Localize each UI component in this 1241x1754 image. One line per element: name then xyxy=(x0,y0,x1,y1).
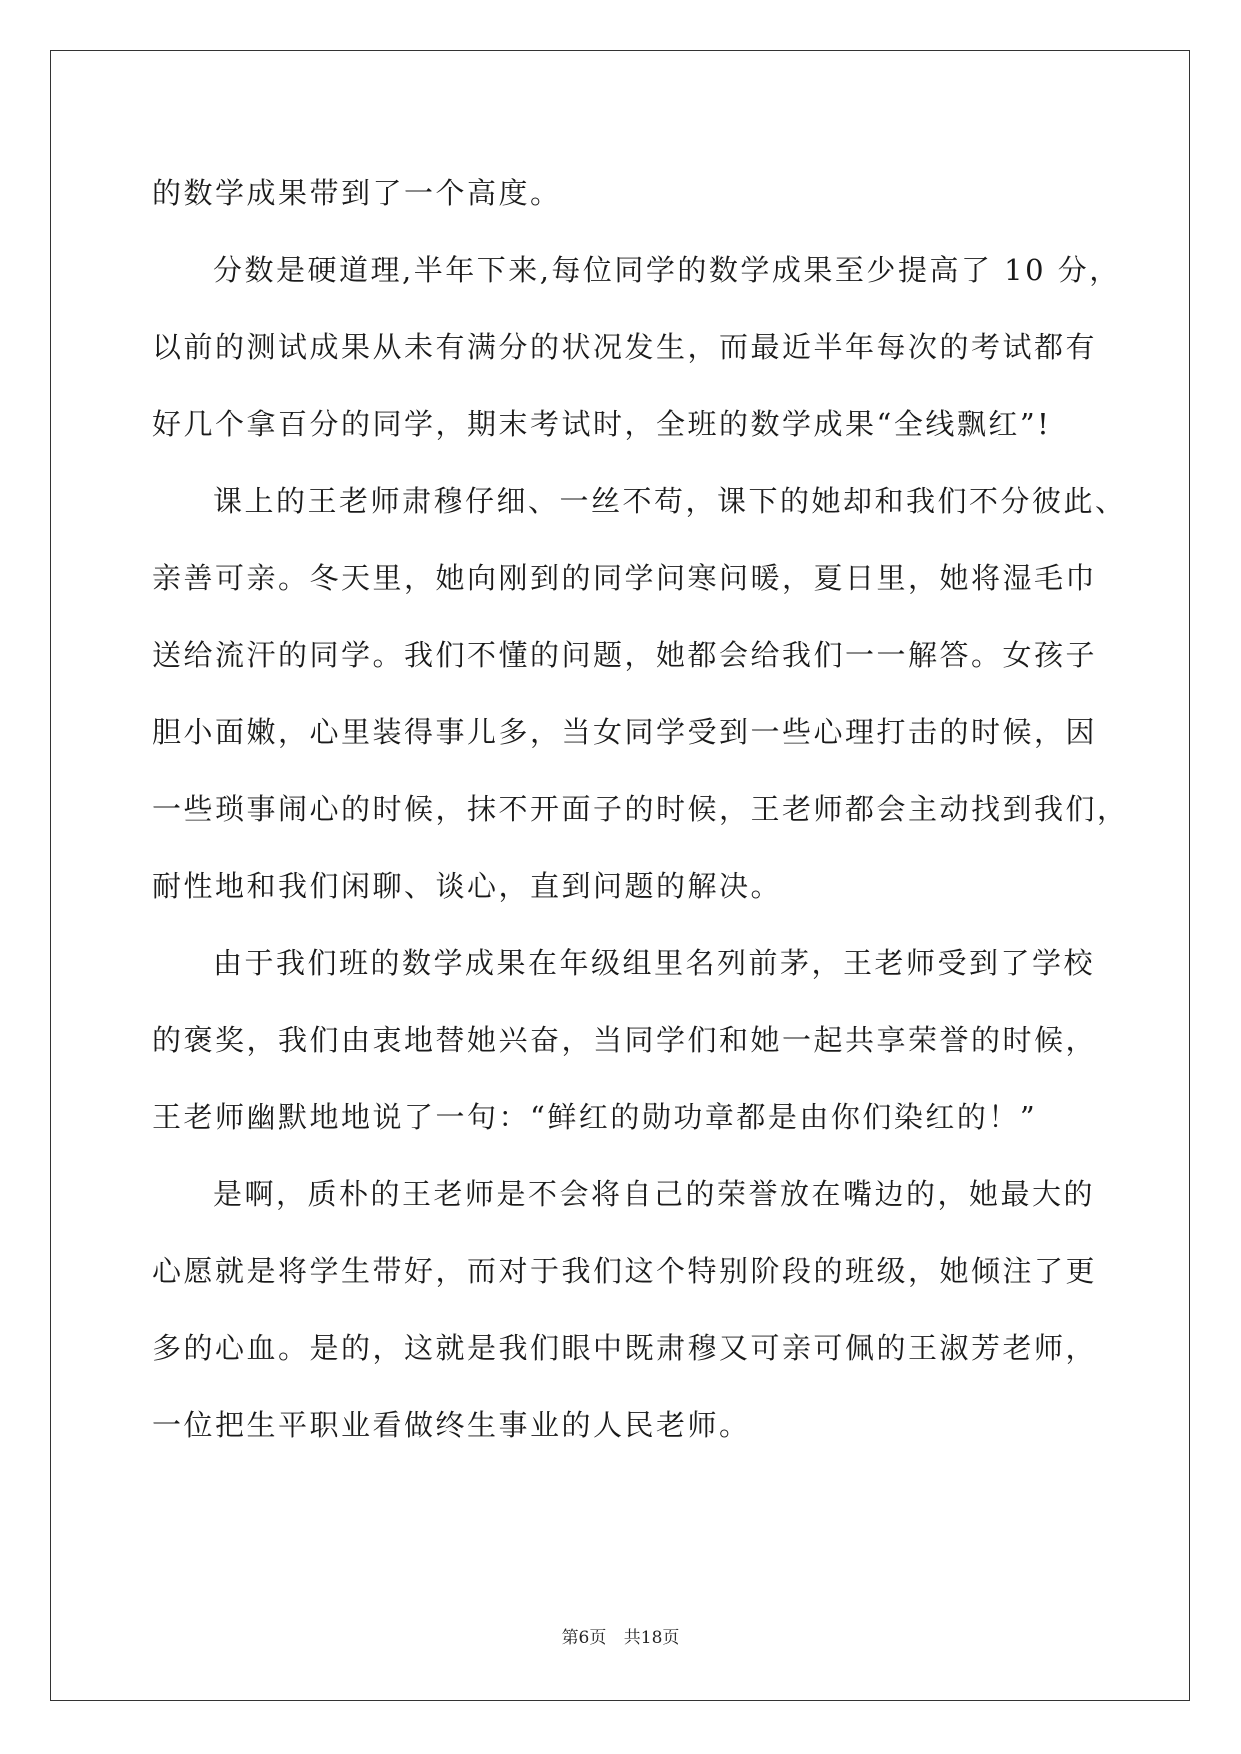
text-line: 多的心血。是的，这就是我们眼中既肃穆又可亲可佩的王淑芳老师， xyxy=(152,1331,1098,1365)
text-line: 是啊，质朴的王老师是不会将自己的荣誉放在嘴边的，她最大的 xyxy=(213,1177,1096,1211)
text-line: 耐性地和我们闲聊、谈心，直到问题的解决。 xyxy=(152,869,783,903)
text-line: 以前的测试成果从未有满分的状况发生，而最近半年每次的考试都有 xyxy=(152,330,1098,364)
text-line: 课上的王老师肃穆仔细、一丝不苟，课下的她却和我们不分彼此、 xyxy=(213,484,1127,518)
page-footer xyxy=(0,1627,1241,1649)
text-line: 一位把生平职业看做终生事业的人民老师。 xyxy=(152,1408,751,1442)
text-line: 分数是硬道理,半年下来,每位同学的数学成果至少提高了 10 分， xyxy=(213,253,1121,287)
page-number: 第6页 xyxy=(561,1628,607,1648)
text-line: 的数学成果带到了一个高度。 xyxy=(152,176,562,210)
text-line: 亲善可亲。冬天里，她向刚到的同学问寒问暖，夏日里，她将湿毛巾 xyxy=(152,561,1098,595)
text-line: 送给流汗的同学。我们不懂的问题，她都会给我们一一解答。女孩子 xyxy=(152,638,1098,672)
text-line: 的褒奖，我们由衷地替她兴奋，当同学们和她一起共享荣誉的时候， xyxy=(152,1023,1098,1057)
text-line: 由于我们班的数学成果在年级组里名列前茅，王老师受到了学校 xyxy=(213,946,1096,980)
text-line: 心愿就是将学生带好，而对于我们这个特别阶段的班级，她倾注了更 xyxy=(152,1254,1098,1288)
text-line: 胆小面嫩，心里装得事儿多，当女同学受到一些心理打击的时候，因 xyxy=(152,715,1098,749)
text-line: 一些琐事闹心的时候，抹不开面子的时候，王老师都会主动找到我们， xyxy=(152,792,1129,826)
text-line: 好几个拿百分的同学，期末考试时，全班的数学成果“全线飘红”! xyxy=(152,407,1052,441)
text-line: 王老师幽默地地说了一句：“鲜红的勋功章都是由你们染红的！” xyxy=(152,1100,1038,1134)
page-total: 共18页 xyxy=(623,1628,680,1648)
